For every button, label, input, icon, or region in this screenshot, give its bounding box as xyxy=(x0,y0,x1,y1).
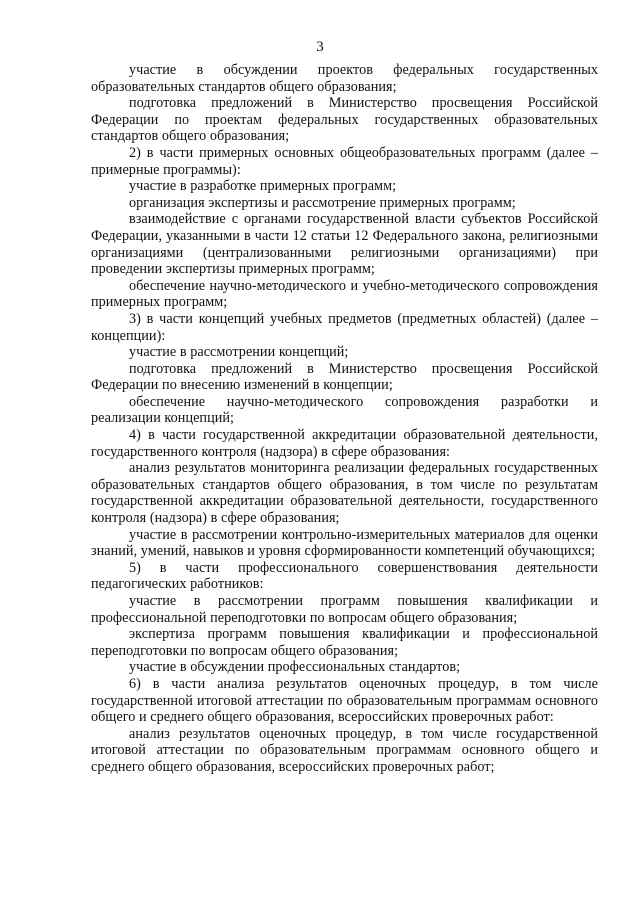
paragraph: анализ результатов оценочных процедур, в том числе государственной итоговой аттестации по образовательным программам основного общего и среднего общего образования, всероссийских проверочных работ; xyxy=(91,725,598,775)
paragraph: подготовка предложений в Министерство просвещения Российской Федерации по проектам федеральных государственных образовательных стандартов общего образования; xyxy=(91,95,598,145)
page-number: 3 xyxy=(316,39,324,55)
document-body xyxy=(91,62,598,776)
paragraph: участие в рассмотрении концепций; xyxy=(129,344,349,361)
paragraph: участие в рассмотрении программ повышения квалификации и профессиональной переподготовки по вопросам общего образования; xyxy=(91,593,598,626)
paragraph: 6) в части анализа результатов оценочных процедур, в том числе государственной итоговой аттестации по образовательным программам основного общего и среднего общего образования, всероссийских проверочных работ: xyxy=(91,675,598,726)
paragraph: 5) в части профессионального совершенствования деятельности педагогических работников: xyxy=(91,559,598,593)
paragraph: взаимодействие с органами государственной власти субъектов Российской Федерации, указанными в части 12 статьи 12 Федерального закона, религиозными организациями (централизованными религиозными организациями) при проведении экспертизы примерных программ; xyxy=(91,211,598,278)
paragraph: экспертиза программ повышения квалификации и профессиональной переподготовки по вопросам общего образования; xyxy=(91,626,598,659)
paragraph: организация экспертизы и рассмотрение примерных программ; xyxy=(129,194,516,211)
paragraph: участие в обсуждении профессиональных стандартов; xyxy=(129,659,461,676)
paragraph: анализ результатов мониторинга реализации федеральных государственных образовательных стандартов общего образования, в том числе по результатам государственной аккредитации образовательной деятельности, государственного контроля (надзора) в сфере образования; xyxy=(91,460,598,527)
paragraph: подготовка предложений в Министерство просвещения Российской Федерации по внесению изменений в концепции; xyxy=(91,360,598,394)
paragraph: участие в рассмотрении контрольно-измерительных материалов для оценки знаний, умений, навыков и уровня сформированности компетенций обучающихся; xyxy=(91,526,598,560)
paragraph: 4) в части государственной аккредитации образовательной деятельности, государственного контроля (надзора) в сфере образования: xyxy=(91,427,598,460)
paragraph: 2) в части примерных основных общеобразовательных программ (далее – примерные программы): xyxy=(91,144,598,178)
paragraph: обеспечение научно-методического сопровождения разработки и реализации концепций; xyxy=(91,393,598,427)
paragraph: 3) в части концепций учебных предметов (предметных областей) (далее – концепции): xyxy=(91,310,598,344)
paragraph: участие в обсуждении проектов федеральных государственных образовательных стандартов общего образования; xyxy=(91,62,598,95)
paragraph: обеспечение научно-методического и учебно-методического сопровождения примерных программ; xyxy=(91,277,598,311)
paragraph: участие в разработке примерных программ; xyxy=(129,178,397,195)
